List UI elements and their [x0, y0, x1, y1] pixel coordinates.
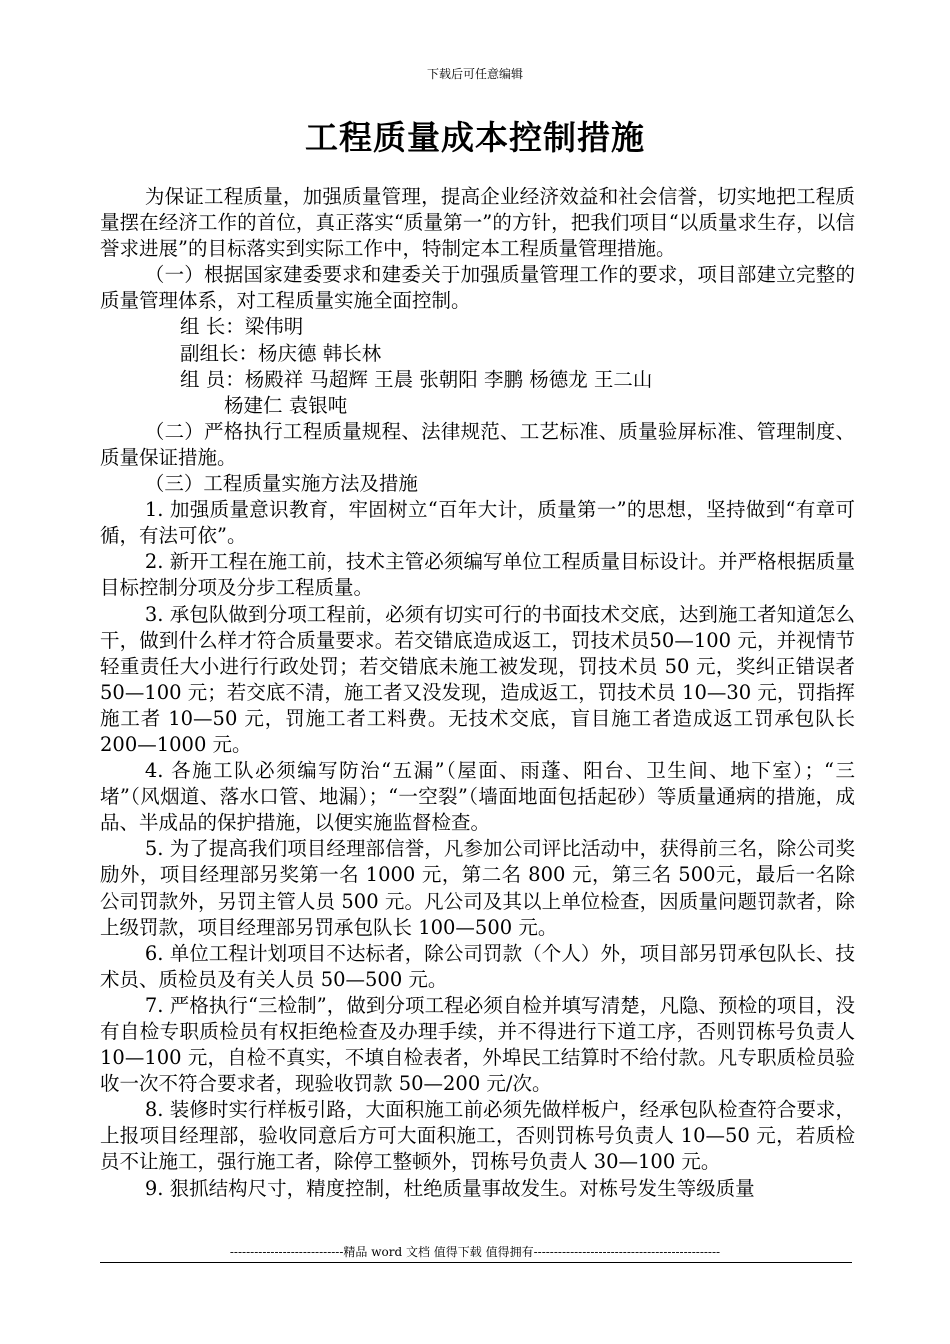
- team-members-line: 组 员：杨殿祥 马超辉 王晨 张朝阳 李鹏 杨德龙 王二山: [180, 367, 653, 391]
- team-leader-line: 组 长：梁伟明: [180, 315, 304, 339]
- header-note: 下载后可任意编辑: [426, 67, 523, 81]
- measure-item-4: 4. 各施工队必须编写防治“五漏”（屋面、雨蓬、阳台、卫生间、地下室）；“三堵”（风烟道、落水口管、地漏）；“一空裂”（墙面地面包括起砂）等质量通病的措施，成品、半成品的保护措施，以便实施监督检查。: [100, 759, 855, 835]
- section-1-paragraph: （一）根据国家建委要求和建委关于加强质量管理工作的要求，项目部建立完整的质量管理体系，对工程质量实施全面控制。: [100, 263, 855, 313]
- footer-divider: [100, 1262, 852, 1263]
- measure-item-7: 7. 严格执行“三检制”，做到分项工程必须自检并填写清楚，凡隐、预检的项目，没有自检专职质检员有权拒绝检查及办理手续，并不得进行下道工序，否则罚栋号负责人 10—100 元，自检不真实，不填自检表者，外埠民工结算时不给付款。凡专职质检员验收一次不符合要求者，现验收罚款 50—200 元/次。: [100, 993, 855, 1096]
- measure-item-6: 6. 单位工程计划项目不达标者，除公司罚款（个人）外，项目部另罚承包队长、技术员、质检员及有关人员 50—500 元。: [100, 941, 855, 991]
- section-3-heading: （三）工程质量实施方法及措施: [144, 472, 418, 496]
- section-2-paragraph: （二）严格执行工程质量规程、法律规范、工艺标准、质量验屏标准、管理制度、质量保证措施。: [100, 419, 855, 469]
- measure-item-2: 2. 新开工程在施工前，技术主管必须编写单位工程质量目标设计。并严格根据质量目标控制分项及分步工程质量。: [100, 550, 855, 600]
- team-deputy-line: 副组长：杨庆德 韩长林: [180, 341, 382, 365]
- measure-item-1: 1. 加强质量意识教育，牢固树立“百年大计，质量第一”的思想，坚持做到“有章可循，有法可依”。: [100, 498, 855, 548]
- intro-paragraph: 为保证工程质量，加强质量管理，提高企业经济效益和社会信誉，切实地把工程质量摆在经济工作的首位，真正落实“质量第一”的方针，把我们项目“以质量求生存，以信誉求进展”的目标落实到实际工作中，特制定本工程质量管理措施。: [100, 185, 855, 261]
- measure-item-5: 5. 为了提高我们项目经理部信誉，凡参加公司评比活动中，获得前三名，除公司奖励外，项目经理部另奖第一名 1000 元，第二名 800 元，第三名 500元，最后一名除公司罚款外，另罚主管人员 500 元。凡公司及其以上单位检查，因质量问题罚款者，除上级罚款，项目经理部另罚承包队长 100—500 元。: [100, 837, 855, 939]
- measure-item-9: 9. 狠抓结构尺寸，精度控制，杜绝质量事故发生。对栋号发生等级质量: [144, 1176, 755, 1200]
- measure-item-8: 8. 装修时实行样板引路，大面积施工前必须先做样板户，经承包队检查符合要求，上报项目经理部，验收同意后方可大面积施工，否则罚栋号负责人 10—50 元，若质检员不让施工，强行施工者，除停工整顿外，罚栋号负责人 30—100 元。: [100, 1098, 855, 1174]
- page-title: 工程质量成本控制措施: [305, 118, 645, 157]
- footer-text: ----------------------------精品 word 文档 值得下载 值得拥有----------------------------------------------: [229, 1245, 721, 1259]
- measure-item-3: 3. 承包队做到分项工程前，必须有切实可行的书面技术交底，达到施工者知道怎么干，做到什么样才符合质量要求。若交错底造成返工，罚技术员50—100 元，并视情节轻重责任大小进行行政处罚；若交错底未施工被发现，罚技术员 50 元，奖纠正错误者 50—100 元；若交底不清，施工者又没发现，造成返工，罚技术员 10—30 元，罚指挥施工者 10—50 元，罚施工者工料费。无技术交底，盲目施工者造成返工罚承包队长 200—1000 元。: [100, 602, 855, 756]
- team-members-continued-line: 杨建仁 袁银吨: [224, 393, 348, 417]
- document-body: [100, 184, 855, 1202]
